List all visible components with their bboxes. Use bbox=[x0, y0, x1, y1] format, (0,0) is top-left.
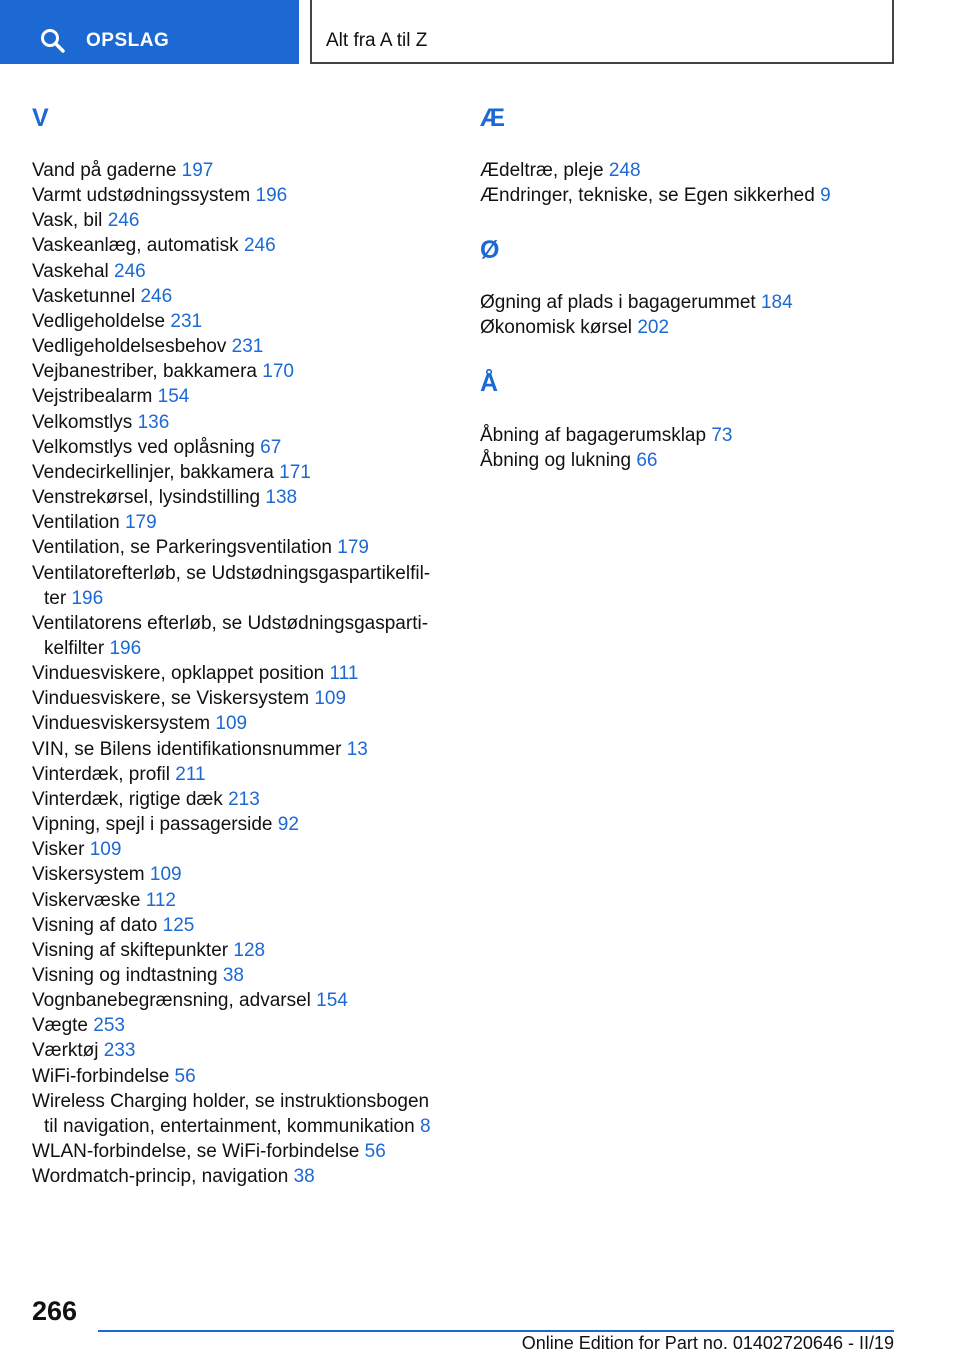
index-entry bbox=[32, 711, 437, 736]
search-icon bbox=[40, 28, 66, 54]
index-entry-text: Vinduesviskere, se Viskersystem bbox=[32, 688, 310, 710]
index-entry bbox=[32, 233, 437, 258]
page-link[interactable]: 92 bbox=[277, 814, 299, 836]
index-entry bbox=[32, 158, 437, 183]
page-link[interactable]: 66 bbox=[636, 449, 658, 471]
index-entry bbox=[32, 888, 437, 913]
page-link[interactable]: 196 bbox=[255, 185, 288, 207]
index-entry-text: Vendecirkellinjer, bakkamera bbox=[32, 461, 274, 483]
index-entry bbox=[480, 158, 920, 183]
page-link[interactable]: 179 bbox=[124, 512, 157, 534]
page-link[interactable]: 233 bbox=[103, 1040, 136, 1062]
index-section bbox=[480, 98, 920, 208]
index-entry-text: WiFi-forbindelse bbox=[32, 1065, 170, 1087]
index-entry bbox=[32, 485, 437, 510]
page-link[interactable]: 171 bbox=[279, 461, 311, 483]
page-link[interactable]: 8 bbox=[419, 1115, 431, 1137]
index-entry bbox=[480, 315, 920, 340]
index-entry bbox=[32, 611, 437, 661]
page-link[interactable]: 211 bbox=[175, 763, 206, 785]
index-entry bbox=[32, 862, 437, 887]
index-entry bbox=[32, 259, 437, 284]
page-link[interactable]: 231 bbox=[170, 310, 203, 332]
index-entry bbox=[32, 787, 437, 812]
section-letter: V bbox=[32, 104, 49, 132]
page-link[interactable]: 109 bbox=[89, 839, 122, 861]
index-entry-text: WLAN-forbindelse, se WiFi-forbindelse bbox=[32, 1141, 360, 1163]
index-entry bbox=[32, 1139, 437, 1164]
header-title-box bbox=[310, 0, 894, 64]
page-link[interactable]: 179 bbox=[337, 537, 369, 559]
index-entry bbox=[32, 334, 437, 359]
index-entry-text: Vask, bil bbox=[32, 210, 103, 232]
index-entry bbox=[480, 183, 920, 208]
index-entry-text: Wordmatch-princip, navigation bbox=[32, 1166, 289, 1188]
index-entry bbox=[480, 423, 920, 448]
index-entry-text: Vinduesviskersystem bbox=[32, 713, 211, 735]
index-entry bbox=[32, 661, 437, 686]
index-entry-text: Venstrekørsel, lysindstilling bbox=[32, 487, 261, 509]
index-entry-text: Vedligeholdelsesbehov bbox=[32, 336, 227, 358]
index-entry bbox=[32, 762, 437, 787]
index-entry-text: Vejbanestriber, bakkamera bbox=[32, 361, 257, 383]
index-entry-text: Ventilation bbox=[32, 512, 120, 534]
index-entry-text: Visning af skiftepunkter bbox=[32, 939, 229, 961]
index-entry-text: Øgning af plads i bagagerummet bbox=[480, 292, 756, 314]
index-entry-text: Ventilatorefterløb, se Udstødningsgaspartikelfil-ter bbox=[32, 562, 431, 609]
index-entry bbox=[32, 435, 437, 460]
index-section bbox=[32, 98, 437, 1189]
index-entry bbox=[32, 309, 437, 334]
page-number: 266 bbox=[32, 1296, 78, 1326]
page-link[interactable]: 246 bbox=[140, 285, 173, 307]
index-entry-text: Varmt udstødningssystem bbox=[32, 185, 251, 207]
index-entry bbox=[32, 686, 437, 711]
page-link[interactable]: 9 bbox=[820, 185, 831, 207]
index-entry bbox=[32, 963, 437, 988]
section-letter: Æ bbox=[480, 104, 505, 132]
index-entry-text: Vinduesviskere, opklappet position bbox=[32, 663, 325, 685]
page-link[interactable]: 112 bbox=[145, 889, 176, 911]
page-link[interactable]: 38 bbox=[293, 1166, 315, 1188]
page-link[interactable]: 184 bbox=[760, 292, 793, 314]
index-entry bbox=[32, 183, 437, 208]
page-link[interactable]: 253 bbox=[93, 1015, 125, 1037]
index-entry bbox=[480, 290, 920, 315]
index-entry bbox=[32, 410, 437, 435]
index-section bbox=[480, 230, 920, 340]
index-entry bbox=[32, 384, 437, 409]
page-link[interactable]: 246 bbox=[243, 235, 276, 257]
page-title: Alt fra A til Z bbox=[326, 30, 428, 51]
index-entry bbox=[32, 938, 437, 963]
footer-divider bbox=[98, 1330, 894, 1332]
page-link[interactable]: 138 bbox=[265, 487, 298, 509]
index-entry-text: Visning af dato bbox=[32, 914, 158, 936]
index-entry bbox=[32, 737, 437, 762]
index-column-left bbox=[32, 98, 437, 1211]
page-link[interactable]: 136 bbox=[137, 411, 170, 433]
section-tab-label: OPSLAG bbox=[86, 30, 170, 51]
page-link[interactable]: 109 bbox=[314, 688, 347, 710]
index-entry-text: Ædeltræ, pleje bbox=[480, 160, 604, 181]
index-entry-text: Økonomisk kørsel bbox=[480, 317, 633, 339]
page-link[interactable]: 170 bbox=[262, 361, 294, 383]
index-entry bbox=[32, 535, 437, 560]
page-link[interactable]: 109 bbox=[215, 713, 248, 735]
page-link[interactable]: 125 bbox=[162, 914, 195, 936]
index-entry-text: Visker bbox=[32, 839, 85, 861]
index-entry-text: Vasketunnel bbox=[32, 285, 136, 307]
index-entry bbox=[32, 208, 437, 233]
index-entry bbox=[32, 1038, 437, 1063]
index-entry-text: Vognbanebegrænsning, advarsel bbox=[32, 990, 311, 1012]
index-column-right bbox=[480, 98, 920, 495]
index-entry-text: Vand på gaderne bbox=[32, 160, 177, 181]
index-entry-text: Værktøj bbox=[32, 1040, 99, 1062]
page-link[interactable]: 202 bbox=[637, 317, 670, 339]
index-entry bbox=[32, 812, 437, 837]
index-entry-text: Visning og indtastning bbox=[32, 965, 218, 986]
index-entry bbox=[32, 510, 437, 535]
page-link[interactable]: 67 bbox=[260, 436, 282, 458]
index-entry bbox=[32, 284, 437, 309]
page-link[interactable]: 73 bbox=[711, 424, 733, 446]
index-entry-text: Viskervæske bbox=[32, 889, 141, 911]
index-entry-text: Viskersystem bbox=[32, 864, 145, 886]
index-entry-text: Vaskeanlæg, automatisk bbox=[32, 235, 239, 257]
index-entry bbox=[32, 561, 437, 611]
index-entry-text: Vinterdæk, profil bbox=[32, 763, 170, 785]
index-entry-text: Vinterdæk, rigtige dæk bbox=[32, 788, 223, 810]
index-entry-text: Vipning, spejl i passagerside bbox=[32, 814, 273, 836]
index-entry bbox=[32, 359, 437, 384]
page-link[interactable]: 109 bbox=[149, 864, 182, 886]
page-link[interactable]: 128 bbox=[233, 939, 266, 961]
footer-edition: Online Edition for Part no. 01402720646 - II/19 bbox=[521, 1333, 894, 1353]
page-link[interactable]: 197 bbox=[181, 160, 214, 181]
index-entry-text: Velkomstlys ved oplåsning bbox=[32, 436, 255, 458]
index-entry-text: Ændringer, tekniske, se Egen sikkerhed bbox=[480, 185, 815, 207]
page-link[interactable]: 231 bbox=[231, 336, 264, 358]
index-entry bbox=[32, 460, 437, 485]
index-entry bbox=[32, 913, 437, 938]
page-link[interactable]: 196 bbox=[71, 587, 104, 609]
index-entry bbox=[32, 1064, 437, 1089]
index-entry-text: Ventilation, se Parkeringsventilation bbox=[32, 537, 332, 559]
page-link[interactable]: 213 bbox=[228, 788, 260, 810]
section-letter: Å bbox=[480, 368, 499, 397]
page-link[interactable]: 248 bbox=[608, 160, 641, 181]
index-entry-text: Ventilatorens efterløb, se Udstødningsgasparti-kelfilter bbox=[32, 612, 429, 659]
index-entry-text: Åbning af bagagerumsklap bbox=[480, 424, 707, 446]
index-entry bbox=[480, 448, 920, 473]
index-section bbox=[480, 363, 920, 473]
index-entry-text: VIN, se Bilens identifikationsnummer bbox=[32, 738, 342, 760]
index-entry-text: Vaskehal bbox=[32, 260, 109, 282]
page-link[interactable]: 13 bbox=[346, 738, 368, 760]
page-link[interactable]: 111 bbox=[329, 663, 359, 685]
index-entry bbox=[32, 1013, 437, 1038]
page-link[interactable]: 196 bbox=[109, 637, 142, 659]
index-entry bbox=[32, 1089, 437, 1139]
index-entry-text: Åbning og lukning bbox=[480, 449, 632, 471]
index-entry bbox=[32, 1164, 437, 1189]
page-link[interactable]: 56 bbox=[364, 1141, 386, 1163]
index-entry-text: Vedligeholdelse bbox=[32, 310, 166, 332]
page-link[interactable]: 246 bbox=[107, 210, 140, 232]
page-link[interactable]: 246 bbox=[114, 260, 146, 282]
index-entry-text: Velkomstlys bbox=[32, 411, 133, 433]
section-tab-opslag[interactable] bbox=[0, 0, 299, 64]
index-entry bbox=[32, 988, 437, 1013]
index-entry bbox=[32, 837, 437, 862]
section-letter: Ø bbox=[480, 236, 500, 265]
index-entry-text: Vægte bbox=[32, 1015, 88, 1037]
page-link[interactable]: 154 bbox=[316, 990, 348, 1012]
page-link[interactable]: 154 bbox=[157, 386, 190, 408]
page-link[interactable]: 56 bbox=[174, 1065, 196, 1087]
page-link[interactable]: 38 bbox=[222, 965, 244, 986]
index-entry-text: Wireless Charging holder, se instruktionsbogen til navigation, entertainment, kommunikation bbox=[32, 1090, 430, 1137]
index-entry-text: Vejstribealarm bbox=[32, 386, 153, 408]
